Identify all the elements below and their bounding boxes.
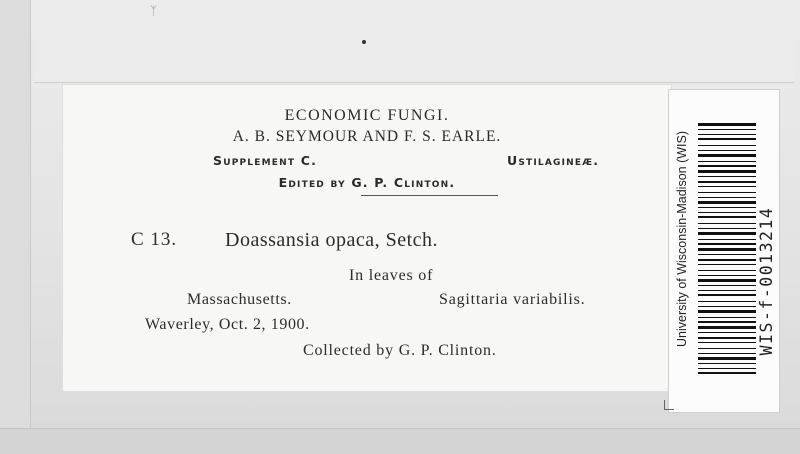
flap-tick-mark: ᛉ xyxy=(150,4,158,18)
series-title: ECONOMIC FUNGI. xyxy=(284,107,450,124)
barcode-bar xyxy=(698,363,756,364)
corner-crop-mark xyxy=(664,400,674,410)
barcode-bar xyxy=(698,176,756,177)
barcode-bar xyxy=(698,321,756,323)
barcode-bar xyxy=(698,197,756,198)
barcode-bar xyxy=(698,317,756,318)
barcode-bar xyxy=(698,212,756,213)
flap-dot xyxy=(362,40,366,44)
barcode-bar xyxy=(698,232,756,235)
barcode-bar xyxy=(698,368,756,369)
barcode-bar xyxy=(698,192,756,193)
barcode-bar xyxy=(698,294,756,296)
barcode-bar xyxy=(698,348,756,349)
barcode-bar xyxy=(698,228,756,229)
barcode-image xyxy=(698,123,756,379)
habitat-line: In leaves of xyxy=(349,267,434,284)
barcode-bar xyxy=(698,207,756,208)
barcode-bar xyxy=(698,301,756,302)
species-name: Doassansia opaca, Setch. xyxy=(225,229,439,251)
barcode-bar xyxy=(698,270,756,271)
barcode-bar xyxy=(698,357,756,360)
barcode-bar xyxy=(698,123,756,126)
supplement-label: Supplement C. xyxy=(213,153,318,168)
barcode-bar xyxy=(698,154,756,157)
locality-date: Waverley, Oct. 2, 1900. xyxy=(145,316,310,333)
sheet-bottom-edge xyxy=(0,428,800,454)
barcode-bar xyxy=(698,353,756,354)
barcode-bar xyxy=(698,248,756,251)
barcode-bar xyxy=(698,326,756,329)
barcode-bar xyxy=(698,165,756,167)
catalog-number: C 13. xyxy=(131,229,178,250)
state-name: Massachusetts. xyxy=(187,291,292,308)
barcode-bar xyxy=(698,134,756,135)
barcode-card xyxy=(668,89,780,413)
barcode-bar xyxy=(698,170,756,173)
editor-line: Edited by G. P. Clinton. xyxy=(278,175,456,190)
barcode-bar xyxy=(698,264,756,265)
barcode-bar xyxy=(698,310,756,313)
barcode-bar xyxy=(698,337,756,339)
institution-name: University of Wisconsin-Madison (WIS) xyxy=(675,131,689,348)
barcode-bar xyxy=(698,342,756,343)
barcode-bar xyxy=(698,285,756,286)
sheet-left-edge xyxy=(0,0,31,453)
editor-underline xyxy=(361,195,498,196)
barcode-bar xyxy=(698,216,756,218)
barcode-bar xyxy=(698,150,756,151)
barcode-bar xyxy=(698,186,756,187)
barcode-bar xyxy=(698,332,756,333)
packet-flap xyxy=(34,2,794,83)
barcode-bar xyxy=(698,138,756,140)
barcode-bar xyxy=(698,223,756,224)
barcode-bar xyxy=(698,129,756,130)
barcode-bar xyxy=(698,201,756,204)
specimen-label xyxy=(62,84,672,392)
barcode-bar xyxy=(698,243,756,245)
barcode-bar xyxy=(698,254,756,255)
barcode-bar xyxy=(698,372,756,374)
barcode-bar xyxy=(698,275,756,276)
barcode-bar xyxy=(698,181,756,183)
authors-line: A. B. SEYMOUR AND F. S. EARLE. xyxy=(232,128,502,145)
barcode-bar xyxy=(698,279,756,282)
barcode-bar xyxy=(698,239,756,240)
barcode-bar xyxy=(698,161,756,162)
barcode-bar xyxy=(698,259,756,261)
barcode-bar xyxy=(698,145,756,146)
host-plant: Sagittaria variabilis. xyxy=(439,291,586,308)
catalog-id: WIS-f-0013214 xyxy=(757,206,776,356)
family-label: Ustilagineæ. xyxy=(507,153,600,168)
barcode-bar xyxy=(698,290,756,291)
barcode-bar xyxy=(698,306,756,307)
collector-line: Collected by G. P. Clinton. xyxy=(303,342,497,359)
